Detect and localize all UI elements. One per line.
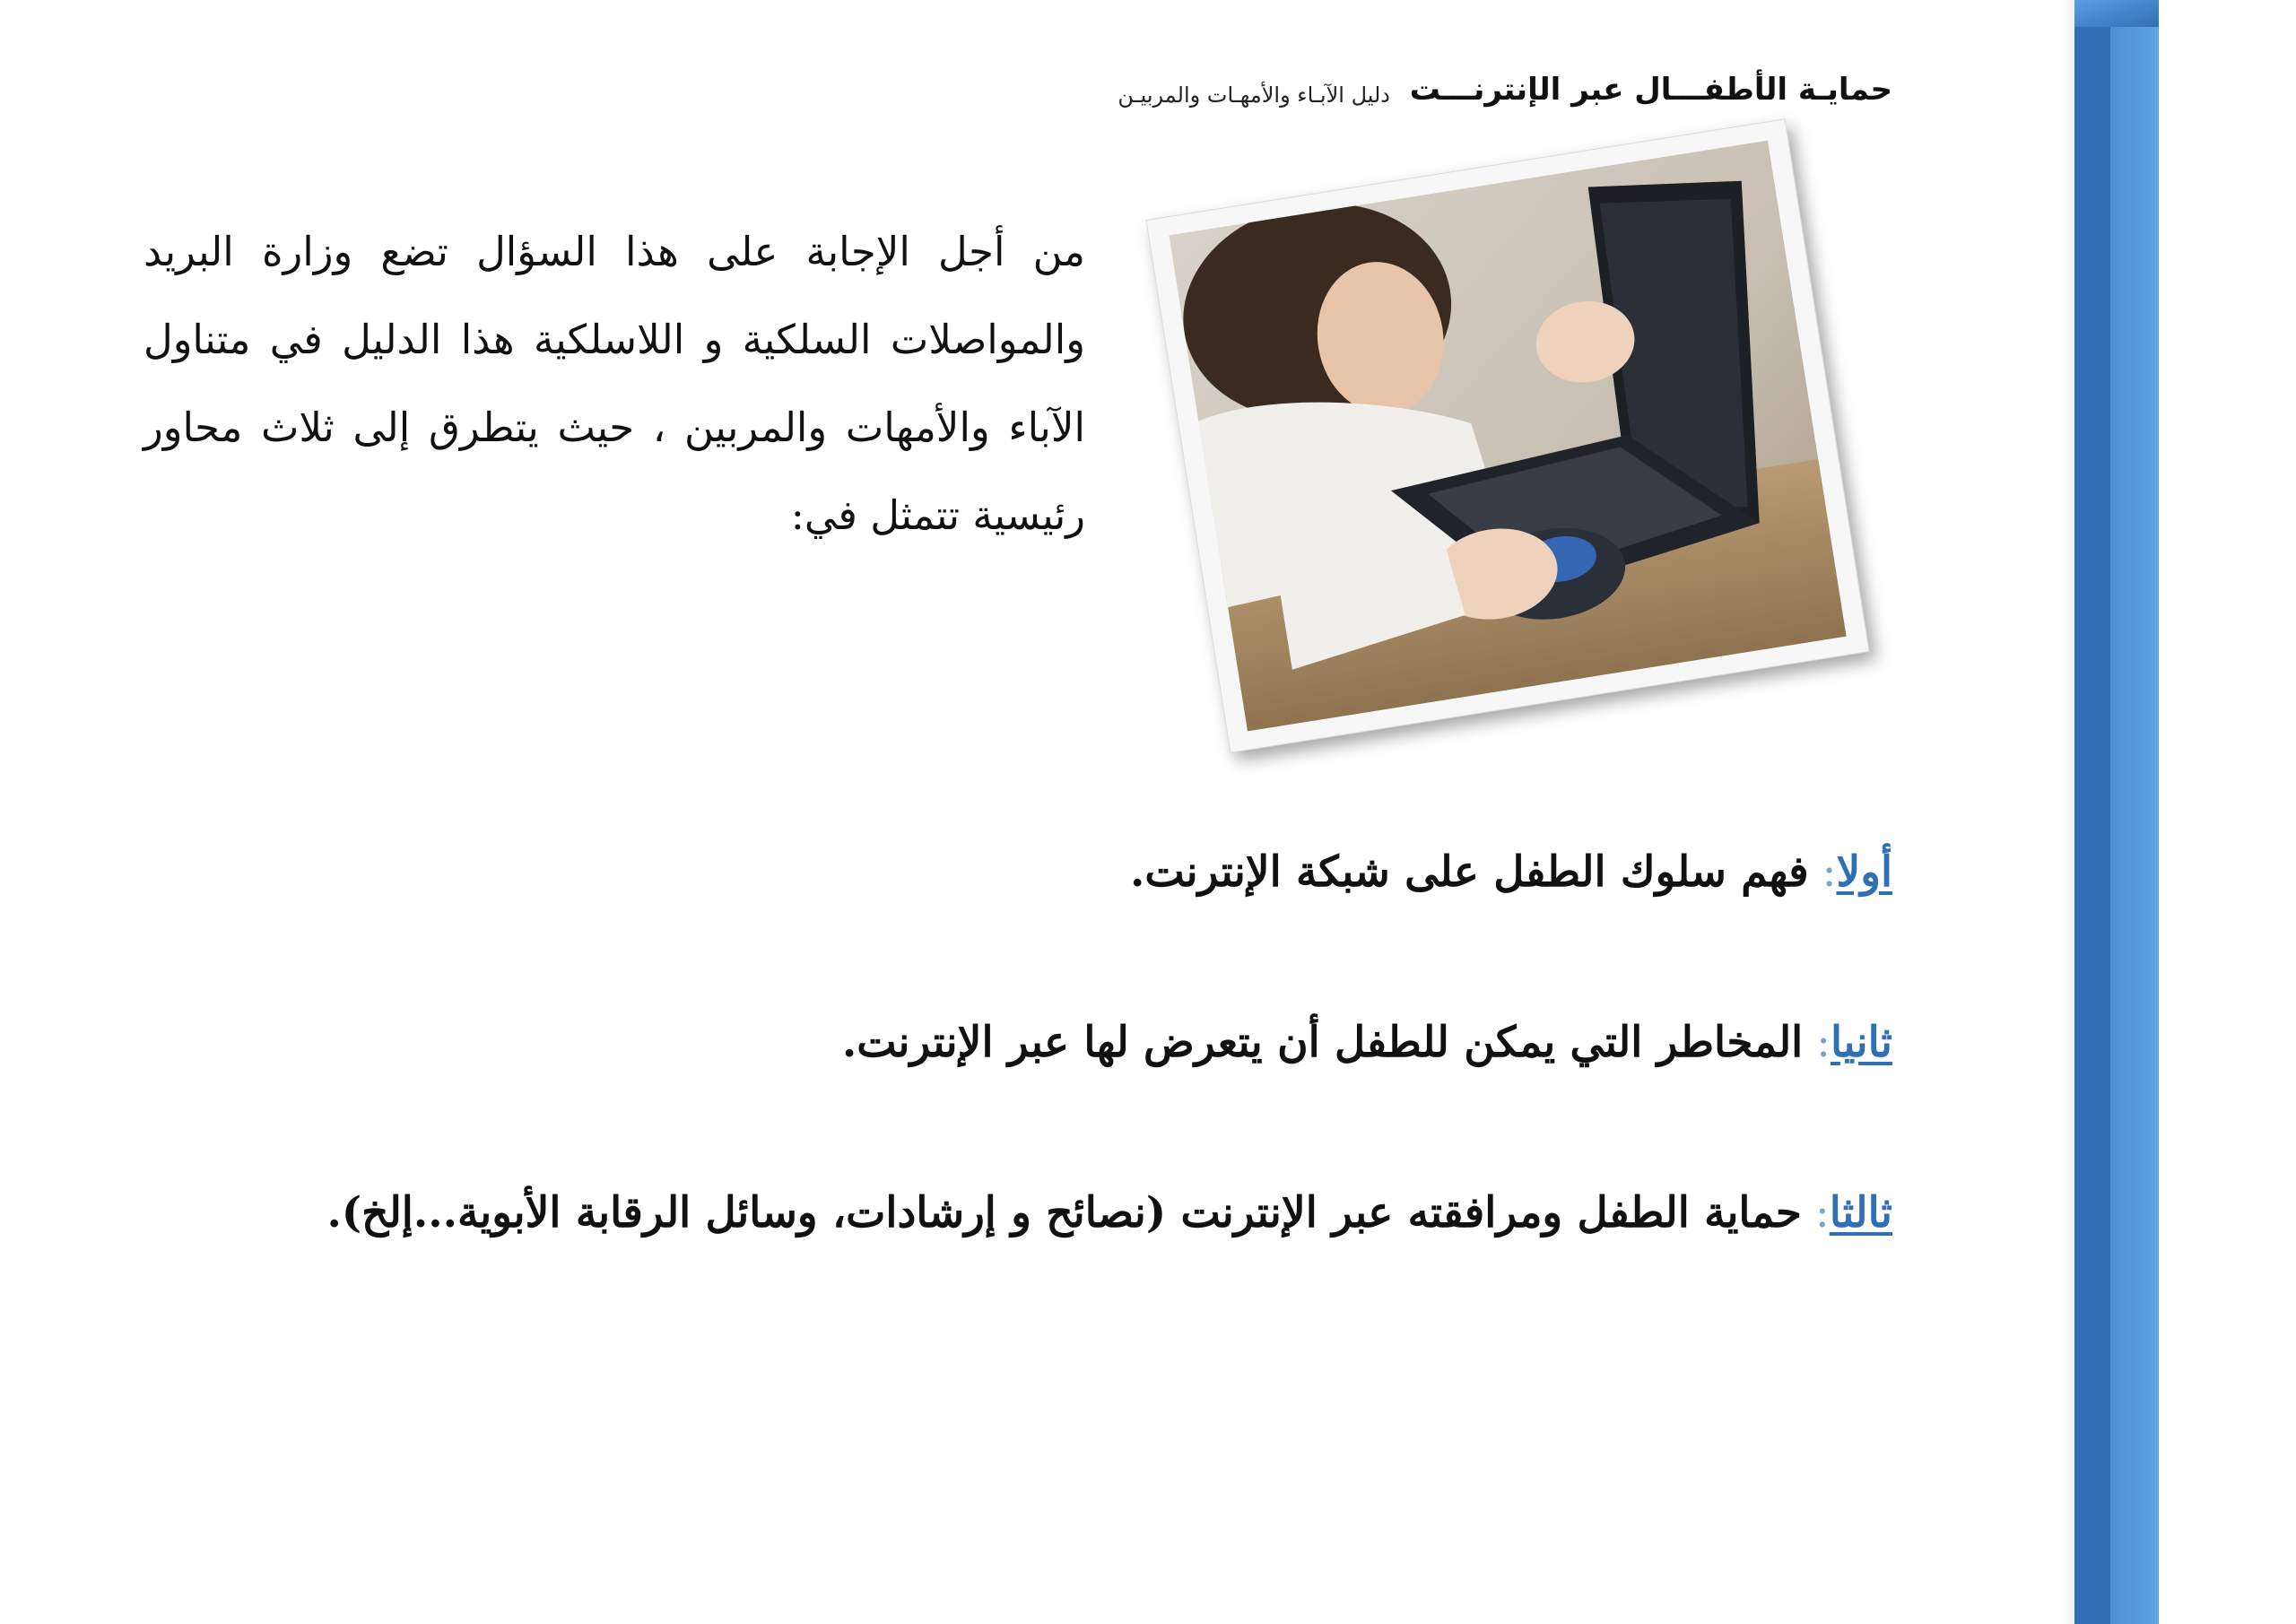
- header-title: حمايـة الأطفـــال عبر الإنترنـــت: [1409, 72, 1892, 108]
- item-text-third: حماية الطفل ومرافقته عبر الإنترنت (نصائح و إرشادات، وسائل الرقابة الأبوية...إلخ).: [326, 1188, 1802, 1238]
- item-label-second: ثانيا: [1831, 1018, 1892, 1067]
- child-computer-photo: [1145, 118, 1869, 753]
- list-item-first: أولا: فهم سلوك الطفل على شبكة الإنترنت.: [1130, 847, 1892, 897]
- list-item-third: ثالثا: حماية الطفل ومرافقته عبر الإنترنت (نصائح و إرشادات، وسائل الرقابة الأبوية...إلخ).: [326, 1188, 1892, 1238]
- item-text-first: فهم سلوك الطفل على شبكة الإنترنت.: [1130, 847, 1809, 897]
- item-label-first: أولا: [1836, 847, 1892, 897]
- item-text-second: المخاطر التي يمكن للطفل أن يتعرض لها عبر الإنترنت.: [841, 1018, 1804, 1067]
- list-item-second: ثانيا: المخاطر التي يمكن للطفل أن يتعرض لها عبر الإنترنت.: [841, 1018, 1892, 1067]
- photo-image: [1169, 141, 1846, 732]
- border-fold: [2074, 0, 2159, 27]
- page-header: [1031, 72, 1892, 126]
- intro-paragraph: من أجل الإجابة على هذا السؤال تضع وزارة البريد والمواصلات السلكية و اللاسلكية هذا الدليل في متناول الآباء والأمهات والمربين ، حيث يتطرق إلى ثلاث محاور رئيسية تتمثل في:: [144, 228, 1085, 539]
- border-shadow: [2061, 0, 2074, 1624]
- item-label-third: ثالثا: [1829, 1188, 1892, 1238]
- decorative-side-border: [2074, 0, 2159, 1624]
- header-subtitle: دليل الآبـاء والأمهـات والمربيـن: [1118, 83, 1390, 108]
